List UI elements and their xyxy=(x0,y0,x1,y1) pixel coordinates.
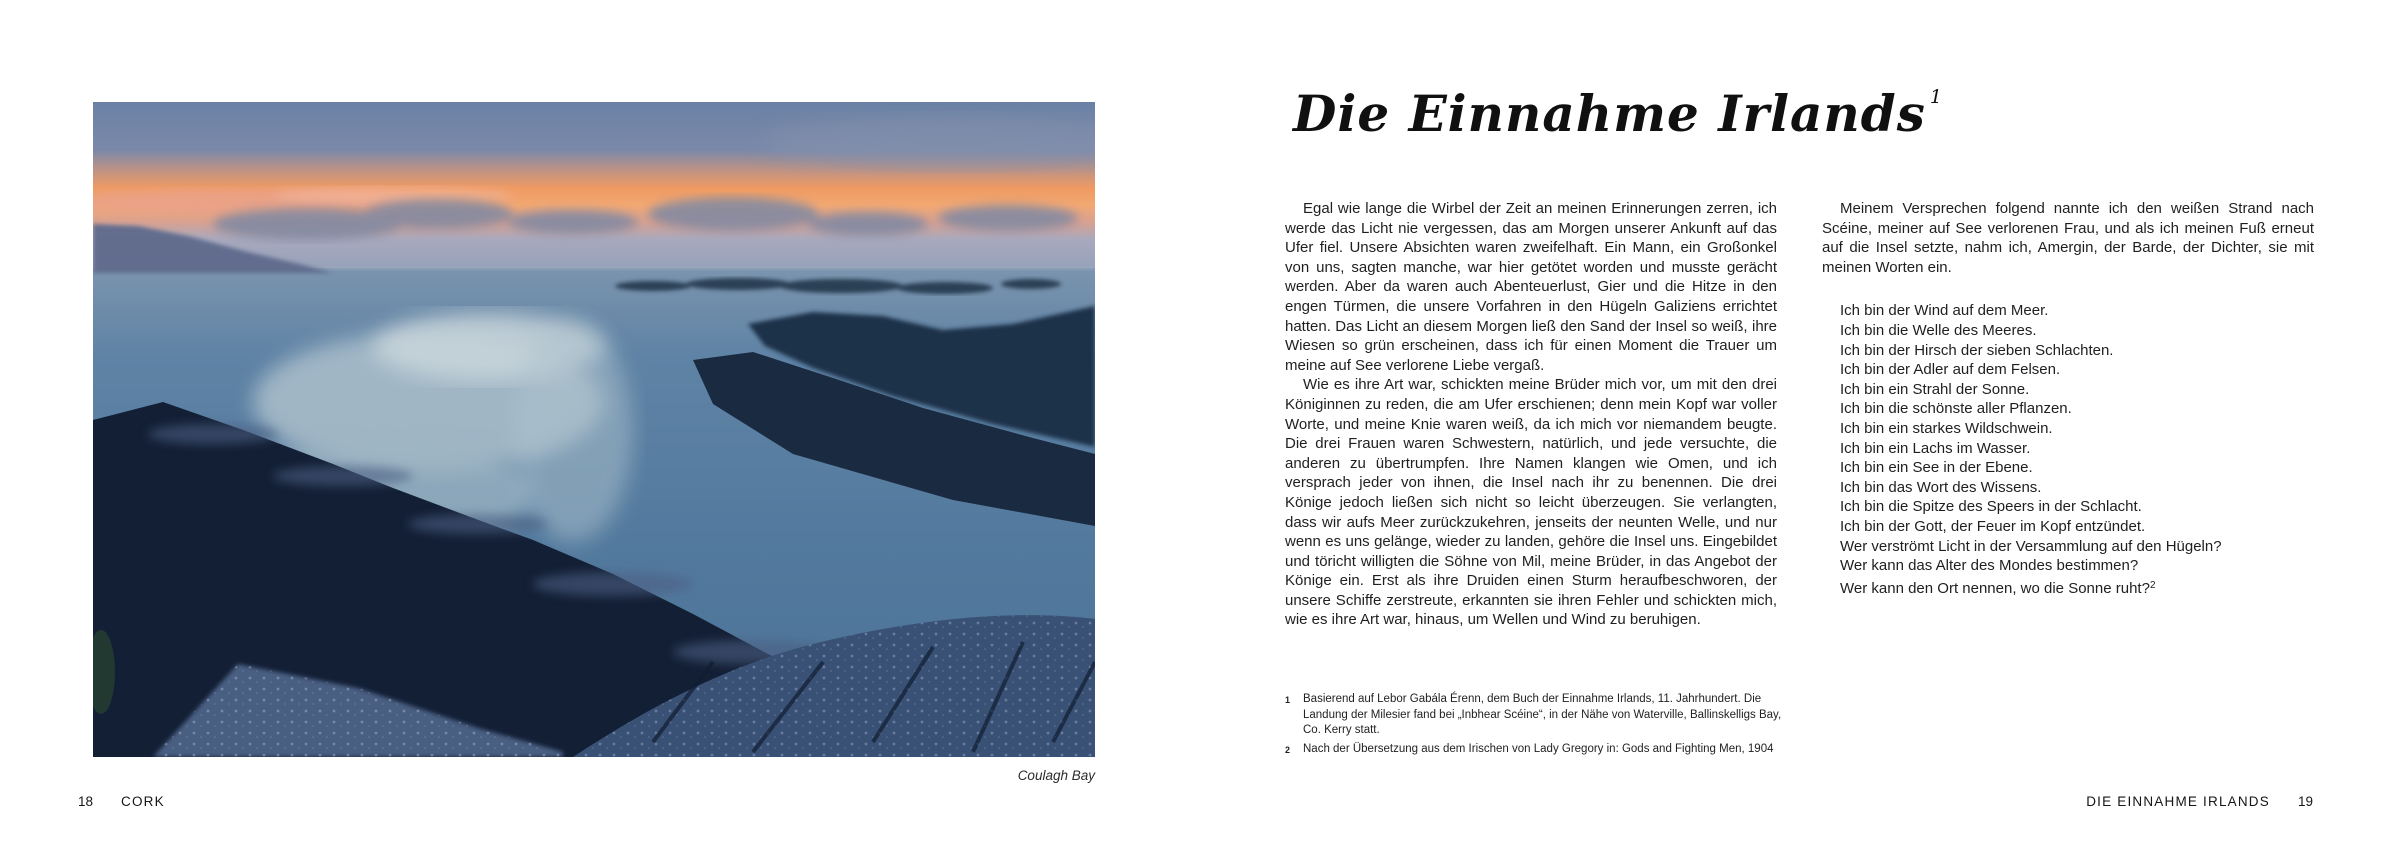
title-footnote-ref: 1 xyxy=(1929,86,1943,108)
poem-line: Ich bin die Welle des Meeres. xyxy=(1840,321,2037,339)
poem-line: Ich bin das Wort des Wissens. xyxy=(1840,478,2042,496)
poem-line: Wer kann das Alter des Mondes bestimmen? xyxy=(1840,557,2139,575)
text-column-2 xyxy=(1822,199,2314,598)
poem-line: Ich bin die schönste aller Pflanzen. xyxy=(1840,400,2072,418)
footnote-text: Basierend auf Lebor Gabála Érenn, dem Buch der Einnahme Irlands, 11. Jahrhundert. Die Landung der Milesier fand bei „Inbhear Scéine“, in der Nähe von Waterville, Ballinskelligs Bay, Co. Kerry statt. xyxy=(1303,693,1782,736)
coulagh-bay-photo-art xyxy=(93,102,1095,757)
poem-line: Ich bin der Wind auf dem Meer. xyxy=(1840,302,2049,320)
poem-line: Ich bin ein See in der Ebene. xyxy=(1840,459,2033,477)
right-page-number: 19 xyxy=(2297,794,2313,809)
poem-line: Wer kann den Ort nennen, wo die Sonne ruht? xyxy=(1840,579,2150,597)
chapter-title xyxy=(1293,84,2193,143)
poem-line: Wer verströmt Licht in der Versammlung auf den Hügeln? xyxy=(1840,537,2222,555)
footnote-text: Nach der Übersetzung aus dem Irischen von Lady Gregory in: Gods and Fighting Men, 1904 xyxy=(1303,742,1774,755)
right-chapter-label: DIE EINNAHME IRLANDS xyxy=(2086,794,2270,809)
left-chapter-label: CORK xyxy=(121,794,165,809)
paragraph: Egal wie lange die Wirbel der Zeit an meinen Erinnerungen zerren, ich werde das Licht nie vergessen, das am Morgen unserer Ankunft auf das Ufer fiel. Unsere Absichten waren zweifelhaft. Ein Mann, ein Großonkel von uns, sagten manche, war hier getötet worden und musste gerächt werden. Aber da waren auch Abenteuerlust, Gier und die Hitze in den engen Türmen, die unsere Vorfahren in den Hügeln Galiziens errichtet hatten. Das Licht an diesem Morgen ließ den Sand der Insel so weiß, ihre Wiesen so grün erscheinen, dass ich für einen Moment die Trauer um meine auf See verlorene Liebe vergaß. xyxy=(1285,200,1777,374)
amergin-poem xyxy=(1822,301,2314,598)
paragraph: Wie es ihre Art war, schickten meine Brüder mich vor, um mit den drei Königinnen zu reden, die am Ufer erschienen; denn mein Kopf war voller Worte, und meine Knie waren weiß, da ich mich vor niemandem beugte. Die drei Frauen waren Schwestern, natürlich, und jede versuchte, die anderen zu übertrumpfen. Ihre Namen klangen wie Omen, und ich versprach jeder von ihnen, die Insel nach ihr zu benennen. Die drei Könige jedoch ließen sich nicht so leicht überzeugen. Sie verlangten, dass wir aufs Meer zurückzukehren, jenseits der neunten Welle, und nur wenn es uns gelänge, wieder zu landen, gehöre die Insel uns. Eingebildet und töricht willigten die Söhne von Mil, meine Brüder, in das Angebot der Könige ein. Erst als ihre Druiden einen Sturm heraufbeschworen, der unsere Schiffe zerstreute, erkannten sie ihren Fehler und schickten mich, wie es ihre Art war, hinaus, um Wellen und Wind zu beruhigen. xyxy=(1285,376,1777,629)
landscape-photo xyxy=(93,102,1095,757)
poem-line: Ich bin der Adler auf dem Felsen. xyxy=(1840,361,2061,379)
poem-line: Ich bin die Spitze des Speers in der Schlacht. xyxy=(1840,498,2142,516)
footnote-ref: 2 xyxy=(1285,744,1291,755)
left-page-number: 18 xyxy=(78,794,94,809)
poem-line: Ich bin der Gott, der Feuer im Kopf entzündet. xyxy=(1840,517,2146,535)
poem-line: Ich bin der Hirsch der sieben Schlachten. xyxy=(1840,341,2114,359)
poem-line: Ich bin ein starkes Wildschwein. xyxy=(1840,419,2053,437)
poem-line: Ich bin ein Lachs im Wasser. xyxy=(1840,439,2031,457)
footnotes-block xyxy=(1285,692,1800,761)
paragraph: Meinem Versprechen folgend nannte ich den weißen Strand nach Scéine, meiner auf See verlorenen Frau, und als ich meinen Fuß erneut auf die Insel setzte, nahm ich, Amergin, der Barde, der Dichter, sie mit meinen Worten ein. xyxy=(1822,200,2314,276)
footnote-2 xyxy=(1285,742,1800,759)
chapter-title-text: Die Einnahme Irlands xyxy=(1293,84,1926,143)
left-page-footer xyxy=(78,794,165,809)
footnote-ref: 1 xyxy=(1285,695,1291,705)
poem-footnote-ref: 2 xyxy=(2149,579,2156,591)
photo-caption: Coulagh Bay xyxy=(1017,768,1095,783)
poem-line: Ich bin ein Strahl der Sonne. xyxy=(1840,380,2030,398)
poem-line-with-ref xyxy=(1840,576,2314,599)
text-column-1 xyxy=(1285,199,1777,630)
footnote-1 xyxy=(1285,692,1800,739)
right-page-footer xyxy=(2086,794,2313,809)
